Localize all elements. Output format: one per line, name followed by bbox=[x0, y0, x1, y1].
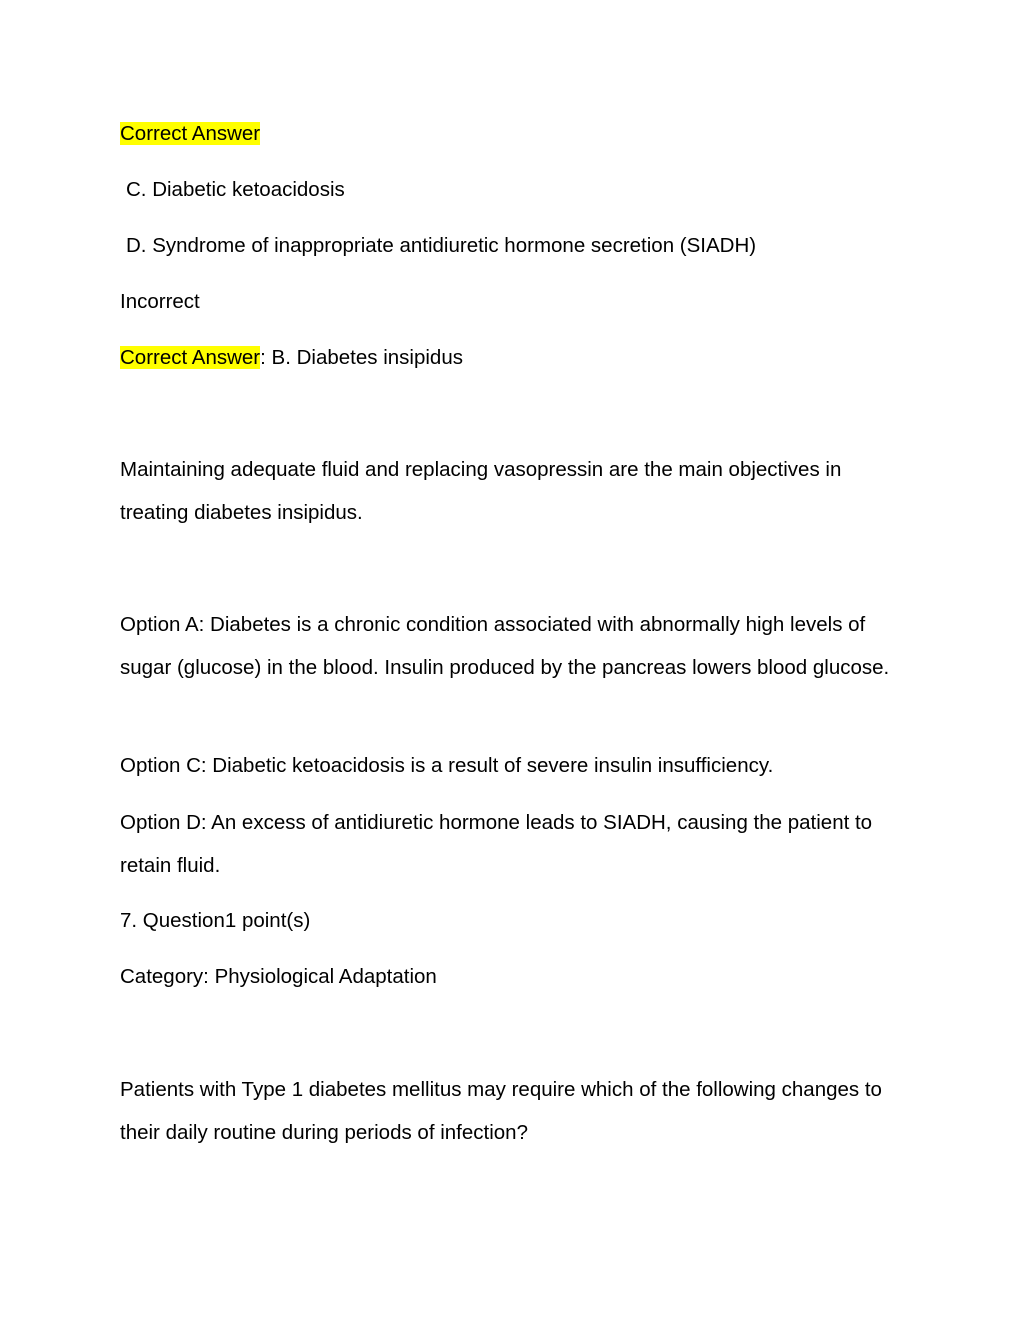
question-header: 7. Question1 point(s) bbox=[120, 909, 311, 932]
correct-answer-line bbox=[120, 337, 910, 379]
question-text: Patients with Type 1 diabetes mellitus may require which of the following changes to their daily routine during periods of infection? bbox=[120, 1078, 882, 1144]
correct-answer-label-highlight: Correct Answer bbox=[120, 346, 261, 369]
option-a-rationale: Option A: Diabetes is a chronic condition associated with abnormally high levels of sugar (glucose) in the blood. Insulin produced by the pancreas lowers blood glucose. bbox=[120, 613, 890, 679]
option-d-rationale: Option D: An excess of antidiuretic hormone leads to SIADH, causing the patient to retain fluid. bbox=[120, 811, 873, 877]
option-c-rationale: Option C: Diabetic ketoacidosis is a result of severe insulin insufficiency. bbox=[120, 754, 774, 777]
question-category: Category: Physiological Adaptation bbox=[120, 965, 437, 988]
correct-answer-heading bbox=[120, 113, 910, 155]
option-c-line: C. Diabetic ketoacidosis bbox=[126, 178, 345, 201]
explanation-paragraph: Maintaining adequate fluid and replacing vasopressin are the main objectives in treating diabetes insipidus. bbox=[120, 458, 842, 524]
result-status: Incorrect bbox=[120, 290, 200, 313]
correct-answer-value: : B. Diabetes insipidus bbox=[260, 346, 463, 369]
correct-answer-highlight: Correct Answer bbox=[120, 122, 261, 145]
option-d-line: D. Syndrome of inappropriate antidiuretic hormone secretion (SIADH) bbox=[126, 234, 757, 257]
